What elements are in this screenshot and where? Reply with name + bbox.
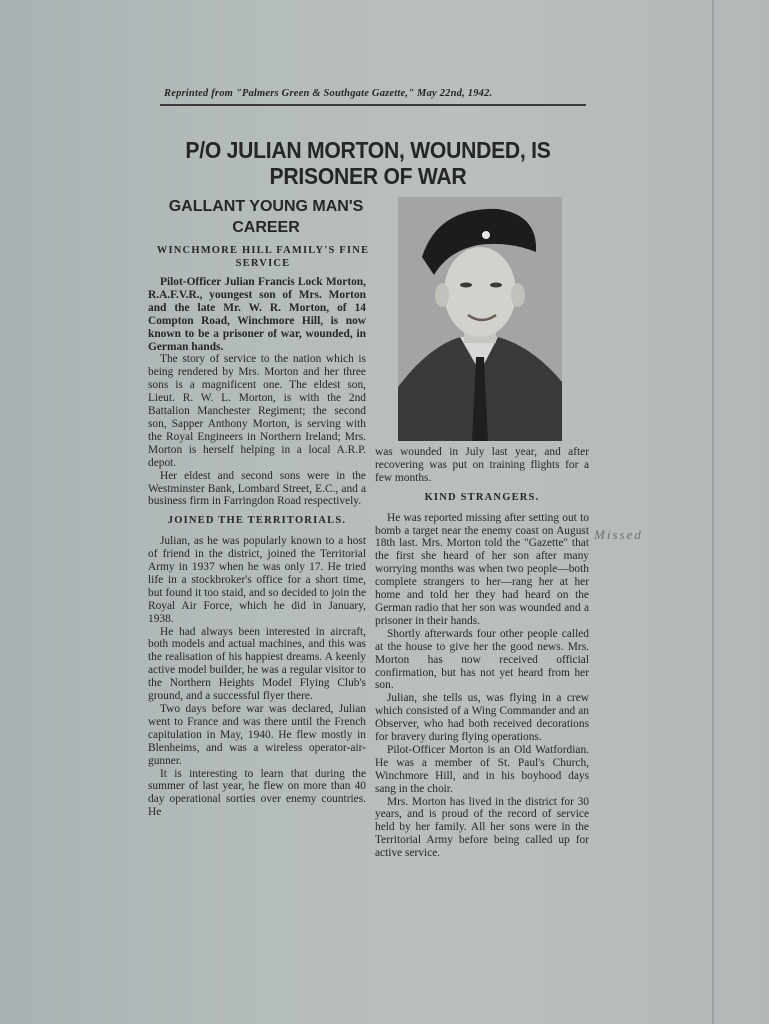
- right-column: [375, 446, 589, 860]
- portrait-photo: [398, 197, 562, 441]
- handwritten-annotation: Missed: [594, 527, 643, 542]
- article-headline: P/O JULIAN MORTON, WOUNDED, IS PRISONER OF WAR: [185, 137, 551, 189]
- header-rule: [160, 104, 586, 106]
- section-heading-territorials: JOINED THE TERRITORIALS.: [167, 515, 347, 527]
- paragraph: The story of service to the nation which is being rendered by Mrs. Morton and her three sons is a magnificent one. The eldest son, Lieut. R. W. L. Morton, is with the 2nd Battalion Manchester Regiment; the second son, Sapper Anthony Morton, is serving with the Royal Engineers in Northern Ireland; Mrs. Morton is herself helping in a local A.R.P. depot.: [148, 353, 366, 469]
- paragraph: Julian, as he was popularly known to a host of friend in the district, joined the Territorial Army in 1937 when he was only 17. He tried life in a stockbroker's office for a short time, but found it too staid, and so decided to join the Royal Air Force, which he did in January, 1938.: [148, 535, 366, 625]
- page-fold-line: [712, 0, 714, 1024]
- article-kicker: WINCHMORE HILL FAMILY'S FINE SERVICE: [156, 245, 370, 269]
- paragraph: Mrs. Morton has lived in the district for 30 years, and is proud of the record of service held by her family. All her sons were in the Territorial Army before being called up for active service.: [375, 795, 589, 860]
- paragraph: Pilot-Officer Morton is an Old Watfordian. He was a member of St. Paul's Church, Winchmore Hill, and in his boyhood days sang in the choir.: [375, 743, 589, 795]
- source-attribution: Reprinted from "Palmers Green & Southgate Gazette," May 22nd, 1942.: [164, 88, 493, 99]
- paragraph: Shortly afterwards four other people called at the house to give her the good news. Mrs. Morton has now received official confirmation, but has not yet heard from her son.: [375, 627, 589, 692]
- article-subheadline: GALLANT YOUNG MAN'S CAREER: [168, 198, 364, 236]
- paragraph: It is interesting to learn that during the summer of last year, he flew on more than 40 day operational sorties over enemy countries. He: [148, 767, 366, 819]
- paragraph: was wounded in July last year, and after recovering was put on training flights for a few months.: [375, 446, 589, 484]
- paragraph: Julian, she tells us, was flying in a crew which consisted of a Wing Commander and an Observer, who had both received decorations for bravery during flying operations.: [375, 692, 589, 744]
- portrait-icon: [398, 197, 562, 441]
- paragraph: Two days before war was declared, Julian went to France and was there until the French capitulation in May, 1940. He flew mostly in Blenheims, and was a wireless operator-air-gunner.: [148, 703, 366, 767]
- paragraph: He had always been interested in aircraft, both models and actual machines, and this was the realisation of his happiest dreams. A keenly active model builder, he was a regular visitor to the Northern Heights Model Flying Club's ground, and a successful flyer there.: [148, 625, 366, 703]
- section-heading-kind-strangers: KIND STRANGERS.: [424, 491, 540, 503]
- left-column: [148, 276, 366, 819]
- paragraph: He was reported missing after setting out to bomb a target near the enemy coast on August 18th last. Mrs. Morton told the "Gazette" that the first she heard of her son after many worrying months was when two people—both complete strangers to her—rang her at her home and told her they had heard on the German radio that her son was wounded and a prisoner in their hands.: [375, 511, 589, 627]
- paragraph-intro: Pilot-Officer Julian Francis Lock Morton, R.A.F.V.R., youngest son of Mrs. Morton and the late Mr. W. R. Morton, of 14 Compton Road, Winchmore Hill, is now known to be a prisoner of war, wounded, in German hands.: [148, 276, 366, 353]
- paragraph: Her eldest and second sons were in the Westminster Bank, Lombard Street, E.C., and a business firm in Farringdon Road respectively.: [148, 469, 366, 508]
